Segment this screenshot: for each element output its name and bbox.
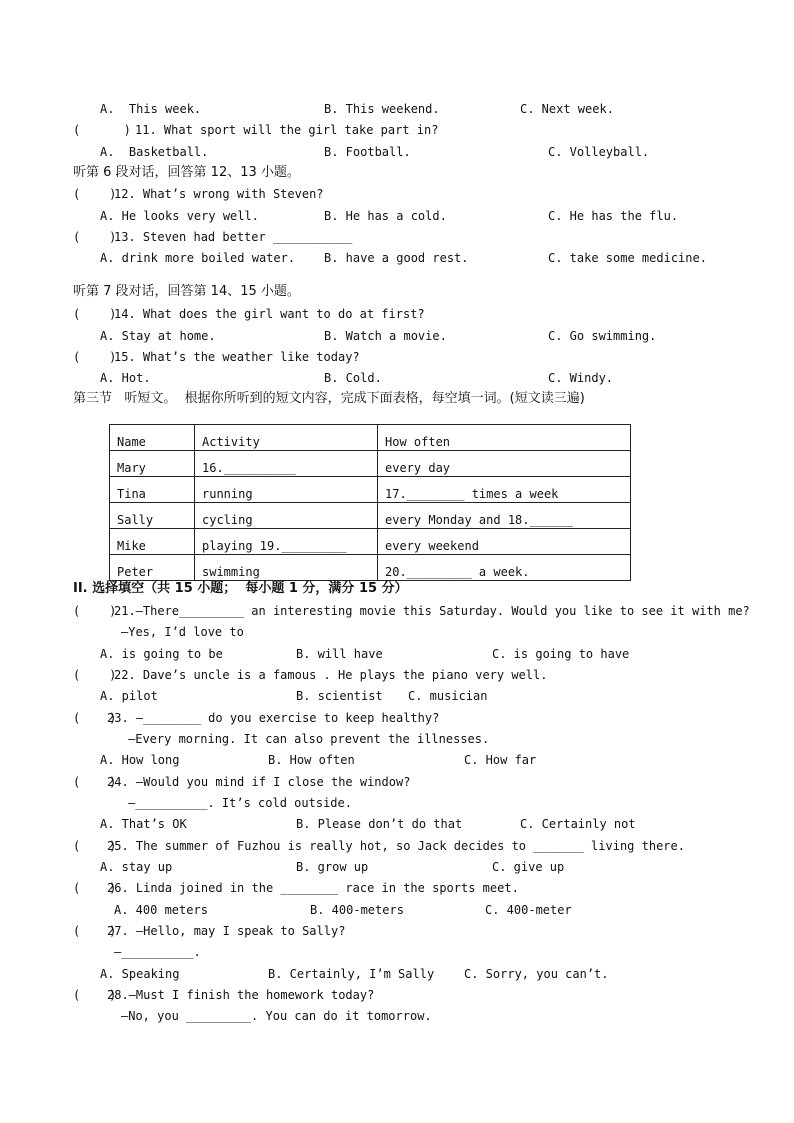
q14-question: 14. What does the girl want to do at first? xyxy=(114,307,425,321)
q26-answer-paren[interactable]: ( ) xyxy=(73,881,117,895)
q23-question: 23. —________ do you exercise to keep healthy? xyxy=(107,711,440,725)
q27-option-b: B. Certainly, I’m Sally xyxy=(268,967,435,981)
table-blank-cell[interactable]: 17.________ times a week xyxy=(378,477,631,503)
table-row xyxy=(110,503,631,529)
q10-option-b: B. This weekend. xyxy=(324,102,440,116)
q22-option-c: C. musician xyxy=(408,689,488,703)
q11-answer-paren[interactable]: ( ) xyxy=(73,123,131,137)
q24-reply: —__________. It’s cold outside. xyxy=(128,796,352,810)
q25-option-c: C. give up xyxy=(492,860,565,874)
q26-option-b: B. 400-meters xyxy=(310,903,404,917)
q27-answer-paren[interactable]: ( ) xyxy=(73,924,117,938)
q10-option-c: C. Next week. xyxy=(520,102,614,116)
table-header-cell: Activity xyxy=(195,425,378,451)
part-2-heading: II. 选择填空（共 15 小题； 每小题 1 分，满分 15 分） xyxy=(73,581,408,596)
q10-option-a: A. This week. xyxy=(100,102,202,116)
q13-option-c: C. take some medicine. xyxy=(548,251,707,265)
q15-option-b: B. Cold. xyxy=(324,371,382,385)
q26-option-a: A. 400 meters xyxy=(114,903,208,917)
table-row xyxy=(110,555,631,581)
q21-reply: —Yes, I’d love to xyxy=(121,625,244,639)
q15-option-c: C. Windy. xyxy=(548,371,614,385)
section-7-heading: 听第 7 段对话，回答第 14、15 小题。 xyxy=(73,284,300,299)
table-blank-cell[interactable]: playing 19._________ xyxy=(195,529,378,555)
q11-option-a: A. Basketball. xyxy=(100,145,209,159)
table-blank-cell[interactable]: every Monday and 18.______ xyxy=(378,503,631,529)
q27-option-c: C. Sorry, you can’t. xyxy=(464,967,609,981)
q24-question: 24. —Would you mind if I close the window? xyxy=(107,775,411,789)
q14-option-b: B. Watch a movie. xyxy=(324,329,447,343)
q21-option-b: B. will have xyxy=(296,647,383,661)
table-cell: every day xyxy=(378,451,631,477)
q15-option-a: A. Hot. xyxy=(100,371,151,385)
listening-table xyxy=(109,424,631,581)
q22-question: 22. Dave’s uncle is a famous . He plays the piano very well. xyxy=(114,668,548,682)
section-6-heading: 听第 6 段对话，回答第 12、13 小题。 xyxy=(73,165,300,180)
q25-question: 25. The summer of Fuzhou is really hot, so Jack decides to _______ living there. xyxy=(107,839,685,853)
q28-reply: —No, you _________. You can do it tomorrow. xyxy=(121,1009,432,1023)
table-cell: cycling xyxy=(195,503,378,529)
q22-answer-paren[interactable]: ( ) xyxy=(73,668,117,682)
table-row xyxy=(110,529,631,555)
q21-option-a: A. is going to be xyxy=(100,647,223,661)
q21-option-c: C. is going to have xyxy=(492,647,630,661)
q27-question: 27. —Hello, may I speak to Sally? xyxy=(107,924,346,938)
q25-option-a: A. stay up xyxy=(100,860,173,874)
q26-question: 26. Linda joined in the ________ race in the sports meet. xyxy=(107,881,519,895)
table-cell: Mike xyxy=(110,529,195,555)
table-row xyxy=(110,451,631,477)
q23-option-c: C. How far xyxy=(464,753,537,767)
q12-option-c: C. He has the flu. xyxy=(548,209,679,223)
q24-option-a: A. That’s OK xyxy=(100,817,187,831)
q22-option-a: A. pilot xyxy=(100,689,158,703)
q14-option-a: A. Stay at home. xyxy=(100,329,216,343)
table-header-row xyxy=(110,425,631,451)
q21-question: 21.—There_________ an interesting movie this Saturday. Would you like to see it with me? xyxy=(114,604,750,618)
q24-option-c: C. Certainly not xyxy=(520,817,636,831)
q28-question: 28.—Must I finish the homework today? xyxy=(107,988,375,1002)
table-blank-cell[interactable]: 20._________ a week. xyxy=(378,555,631,581)
q15-answer-paren[interactable]: ( ) xyxy=(73,350,117,364)
table-blank-cell[interactable]: 16.__________ xyxy=(195,451,378,477)
q12-answer-paren[interactable]: ( ) xyxy=(73,187,117,201)
q24-option-b: B. Please don’t do that xyxy=(296,817,463,831)
q13-answer-paren[interactable]: ( ) xyxy=(73,230,117,244)
table-cell: Sally xyxy=(110,503,195,529)
table-cell: Mary xyxy=(110,451,195,477)
q25-option-b: B. grow up xyxy=(296,860,369,874)
q13-option-a: A. drink more boiled water. xyxy=(100,251,296,265)
q27-reply: —__________. xyxy=(114,945,201,959)
q25-answer-paren[interactable]: ( ) xyxy=(73,839,117,853)
q14-answer-paren[interactable]: ( ) xyxy=(73,307,117,321)
q23-option-a: A. How long xyxy=(100,753,180,767)
table-header-cell: Name xyxy=(110,425,195,451)
table-row xyxy=(110,477,631,503)
q27-option-a: A. Speaking xyxy=(100,967,180,981)
q23-reply: —Every morning. It can also prevent the illnesses. xyxy=(128,732,490,746)
table-cell: every weekend xyxy=(378,529,631,555)
q12-question: 12. What’s wrong with Steven? xyxy=(114,187,324,201)
q12-option-a: A. He looks very well. xyxy=(100,209,259,223)
table-cell: Peter xyxy=(110,555,195,581)
q23-answer-paren[interactable]: ( ) xyxy=(73,711,117,725)
q14-option-c: C. Go swimming. xyxy=(548,329,657,343)
q12-option-b: B. He has a cold. xyxy=(324,209,447,223)
q13-question: 13. Steven had better ___________ xyxy=(114,230,353,244)
table-header-cell: How often xyxy=(378,425,631,451)
q28-answer-paren[interactable]: ( ) xyxy=(73,988,117,1002)
table-cell: swimming xyxy=(195,555,378,581)
q11-question: 11. What sport will the girl take part in? xyxy=(135,123,439,137)
q22-option-b: B. scientist xyxy=(296,689,383,703)
table-cell: running xyxy=(195,477,378,503)
q24-answer-paren[interactable]: ( ) xyxy=(73,775,117,789)
q15-question: 15. What’s the weather like today? xyxy=(114,350,360,364)
q23-option-b: B. How often xyxy=(268,753,355,767)
q21-answer-paren[interactable]: ( ) xyxy=(73,604,117,618)
q11-option-c: C. Volleyball. xyxy=(548,145,650,159)
table-cell: Tina xyxy=(110,477,195,503)
q26-option-c: C. 400-meter xyxy=(485,903,572,917)
part-3-heading: 第三节 听短文。 根据你所听到的短文内容，完成下面表格，每空填一词。(短文读三遍) xyxy=(73,391,585,406)
q13-option-b: B. have a good rest. xyxy=(324,251,469,265)
q11-option-b: B. Football. xyxy=(324,145,411,159)
